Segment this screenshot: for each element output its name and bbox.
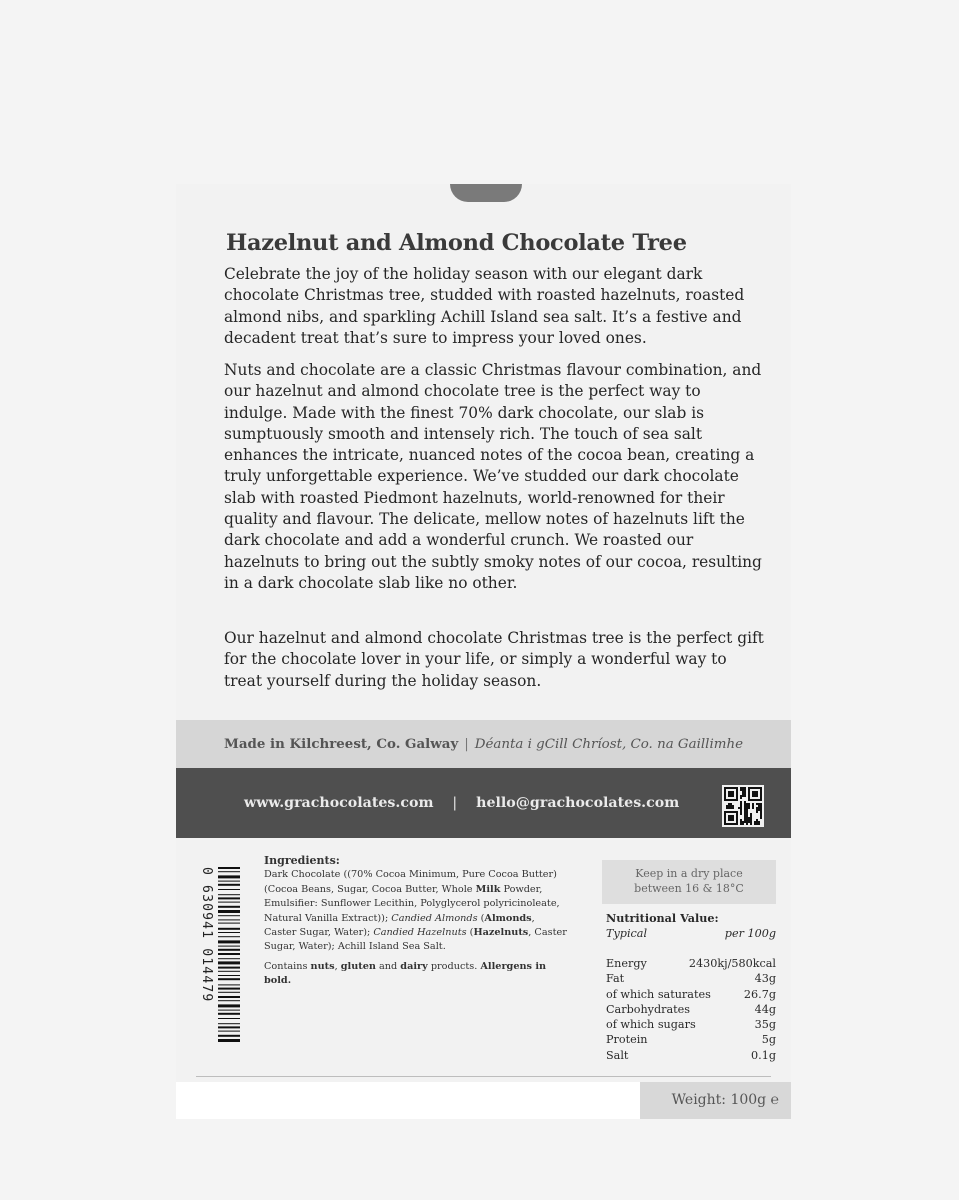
text-run: (: [477, 912, 485, 924]
storage-line-1: Keep in a dry place: [635, 867, 743, 880]
ingredients-text: [264, 869, 567, 952]
nutrition-label: Fat: [606, 972, 625, 986]
product-title: Hazelnut and Almond Chocolate Tree: [226, 230, 687, 256]
origin-english: Made in Kilchreest, Co. Galway: [224, 736, 459, 752]
nutrition-value: 43g: [754, 972, 776, 986]
nutrition-label: Protein: [606, 1033, 648, 1047]
contact-band: [176, 768, 791, 838]
text-run: Almonds: [484, 912, 532, 924]
nutrition-label: Carbohydrates: [606, 1002, 691, 1016]
text-run: dairy: [400, 960, 428, 972]
text-run: and: [375, 960, 401, 972]
qr-code-icon: [722, 785, 764, 827]
nutrition-row: [606, 1032, 776, 1047]
ingredients-heading: Ingredients:: [264, 854, 340, 867]
nutrition-value: 44g: [754, 1002, 776, 1016]
nutrition-table: [606, 911, 776, 1063]
nutrition-per: per 100g: [724, 927, 776, 940]
barcode: [198, 867, 242, 1042]
barcode-bars-icon: [218, 867, 240, 1042]
text-run: , Caster Sugar, Water);: [264, 912, 535, 939]
description-paragraph-3: Our hazelnut and almond chocolate Christmas tree is the perfect gift for the chocolate lover in your life, or simply a wonderful way to treat yourself during the holiday season.: [224, 629, 764, 690]
nutrition-label: Energy: [606, 957, 647, 970]
text-run: Milk: [475, 883, 501, 895]
nutrition-label: of which sugars: [606, 1018, 696, 1032]
nutrition-value: 2430kj/580kcal: [688, 957, 776, 970]
nutrition-value: 35g: [754, 1018, 776, 1032]
origin-separator: |: [464, 736, 469, 752]
nutrition-label: Salt: [606, 1048, 629, 1062]
nutrition-row: [606, 987, 776, 1002]
email-link[interactable]: hello@grachocolates.com: [476, 795, 680, 811]
nutrition-row: [606, 1017, 776, 1032]
divider: [196, 1076, 771, 1077]
description-paragraph-1: Celebrate the joy of the holiday season with our elegant dark chocolate Christmas tree, studded with roasted hazelnuts, roasted almond nibs, and sparkling Achill Island sea salt. It’s a festive and decadent treat that’s sure to impress your loved ones.: [224, 265, 745, 347]
nutrition-value: 26.7g: [743, 987, 776, 1001]
text-run: products.: [427, 960, 481, 972]
nutrition-row: [606, 1048, 776, 1063]
nutrition-title: Nutritional Value:: [606, 911, 719, 925]
description-paragraph-2: Nuts and chocolate are a classic Christmas flavour combination, and our hazelnut and almond chocolate tree is the perfect way to indulge. Made with the finest 70% dark chocolate, our slab is sumptuously smooth and intensely rich. The touch of sea salt enhances the intricate, nuanced notes of the cocoa bean, creating a truly unforgettable experience. We’ve studded our dark chocolate slab with roasted Piedmont hazelnuts, world-renowned for their quality and flavour. The delicate, mellow notes of hazelnuts lift the dark chocolate and add a wonderful crunch. We roasted our hazelnuts to bring out the subtly smoky notes of our cocoa, resulting in a dark chocolate slab like no other.: [224, 361, 762, 592]
website-link[interactable]: www.grachocolates.com: [244, 795, 434, 811]
text-run: Contains: [264, 960, 311, 972]
nutrition-label: of which saturates: [606, 987, 711, 1001]
text-run: , Caster Sugar, Water); Achill Island Sea Salt.: [264, 927, 567, 953]
storage-line-2: between 16 & 18°C: [634, 882, 744, 895]
weight-box: [640, 1082, 791, 1119]
net-weight: Weight: 100g ℮: [671, 1092, 779, 1108]
text-run: Dark Chocolate ((70% Cocoa Minimum, Pure Cocoa Butter) (Cocoa Beans, Sugar, Cocoa Butter, Whole: [264, 869, 557, 895]
text-run: nuts: [310, 960, 335, 972]
storage-box: [602, 860, 776, 904]
nutrition-row: [606, 956, 776, 971]
nutrition-value: 0.1g: [751, 1048, 776, 1062]
barcode-digits: 0 630941 014479: [199, 867, 214, 1003]
hang-tab: [450, 184, 522, 202]
contact-separator: |: [452, 795, 458, 811]
text-run: Candied Hazelnuts: [373, 927, 467, 939]
nutrition-row: [606, 971, 776, 986]
text-run: ,: [334, 960, 341, 972]
ingredients-block: [264, 854, 570, 989]
nutrition-typical: Typical: [606, 927, 648, 940]
text-run: (: [466, 927, 474, 939]
origin-band: [176, 720, 791, 768]
text-run: Candied Almonds: [391, 912, 478, 924]
nutrition-row: [606, 1002, 776, 1017]
origin-irish: Déanta i gCill Chríost, Co. na Gaillimhe: [474, 736, 743, 752]
product-label: [176, 184, 791, 1119]
text-run: Powder, Emulsifier: Sunflower Lecithin, Polyglycerol polyricinoleate, Natural Vanilla Extract));: [264, 883, 560, 924]
allergen-statement: [264, 960, 570, 989]
blank-strip: [176, 1082, 640, 1119]
text-run: Allergens in bold.: [264, 960, 547, 987]
text-run: Hazelnuts: [473, 927, 529, 939]
text-run: gluten: [340, 960, 376, 972]
nutrition-value: 5g: [761, 1033, 776, 1047]
